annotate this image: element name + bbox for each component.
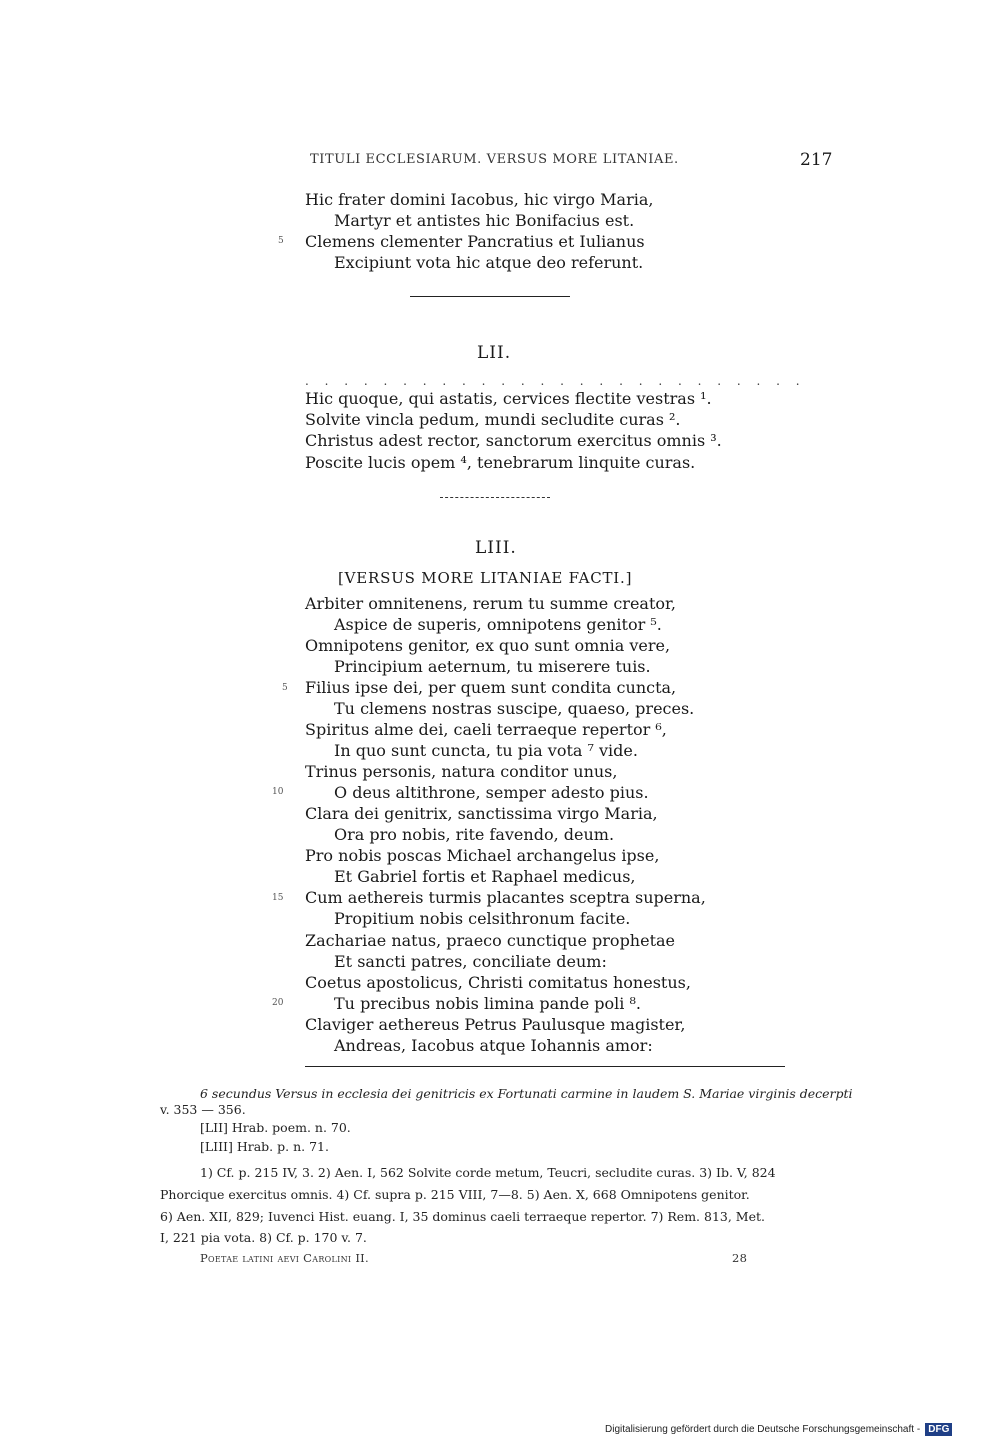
verse-line: Propitium nobis celsithronum facite. [334, 909, 631, 928]
verse-line: Andreas, Iacobus atque Iohannis amor: [334, 1036, 653, 1055]
poem-title: [VERSUS MORE LITANIAE FACTI.] [338, 569, 633, 587]
line-number: 5 [278, 236, 284, 246]
verse-line: Trinus personis, natura conditor unus, [305, 762, 618, 781]
verse-line: Hic frater domini Iacobus, hic virgo Maria, [305, 190, 654, 209]
page-number: 217 [800, 150, 833, 170]
verse-line: Pro nobis poscas Michael archangelus ipse, [305, 846, 660, 865]
poem-number-lii: LII. [477, 343, 512, 363]
apparatus-note: [LII] Hrab. poem. n. 70. [200, 1120, 351, 1135]
verse-line: Hic quoque, qui astatis, cervices flectite vestras ¹. [305, 389, 712, 408]
verse-line: In quo sunt cuncta, tu pia vota ⁷ vide. [334, 741, 638, 760]
verse-line: Solvite vincla pedum, mundi secludite curas ². [305, 410, 681, 429]
line-number: 5 [282, 683, 288, 693]
poem-number-liii: LIII. [475, 538, 517, 558]
dfg-credit-text: Digitalisierung gefördert durch die Deutsche Forschungsgemeinschaft - [605, 1424, 921, 1435]
verse-line: Ora pro nobis, rite favendo, deum. [334, 825, 615, 844]
verse-line: Excipiunt vota hic atque deo referunt. [334, 253, 644, 272]
verse-line: Cum aethereis turmis placantes sceptra superna, [305, 888, 706, 907]
apparatus-note: [LIII] Hrab. p. n. 71. [200, 1139, 329, 1154]
verse-line: Tu precibus nobis limina pande poli ⁸. [334, 994, 641, 1013]
verse-line: Christus adest rector, sanctorum exercitus omnis ³. [305, 431, 722, 450]
verse-line: Principium aeternum, tu miserere tuis. [334, 657, 651, 676]
footnote-line: 6) Aen. XII, 829; Iuvenci Hist. euang. I, 35 dominus caeli terraeque repertor. 7) Rem. 813, Met. [160, 1209, 765, 1224]
section-divider [440, 497, 550, 498]
verse-line: Zachariae natus, praeco cunctique prophetae [305, 931, 676, 950]
footnote-line: Phorcique exercitus omnis. 4) Cf. supra p. 215 VIII, 7—8. 5) Aen. X, 668 Omnipotens genitor. [160, 1187, 750, 1202]
signature-number: 28 [732, 1251, 748, 1265]
verse-line: Omnipotens genitor, ex quo sunt omnia vere, [305, 636, 671, 655]
verse-line: Et sancti patres, conciliate deum: [334, 952, 607, 971]
line-number: 20 [272, 998, 284, 1008]
dfg-credit [605, 1417, 952, 1436]
lacuna-dots: . . . . . . . . . . . . . . . . . . . . . . . . . . [305, 374, 806, 388]
verse-line: Arbiter omnitenens, rerum tu summe creator, [305, 594, 676, 613]
section-divider [410, 296, 570, 297]
book-signature: Poetae latini aevi Carolini II. [200, 1251, 369, 1265]
verse-line: Clara dei genitrix, sanctissima virgo Maria, [305, 804, 658, 823]
apparatus-note: 6 secundus Versus in ecclesia dei genitricis ex Fortunati carmine in laudem S. Mariae virginis decerpti [200, 1086, 853, 1101]
verse-line: Spiritus alme dei, caeli terraeque repertor ⁶, [305, 720, 667, 739]
verse-line: O deus altithrone, semper adesto pius. [334, 783, 649, 802]
verse-line: Coetus apostolicus, Christi comitatus honestus, [305, 973, 691, 992]
apparatus-divider [305, 1066, 785, 1067]
verse-line: Et Gabriel fortis et Raphael medicus, [334, 867, 636, 886]
verse-line: Filius ipse dei, per quem sunt condita cuncta, [305, 678, 677, 697]
verse-line: Martyr et antistes hic Bonifacius est. [334, 211, 635, 230]
verse-line: Claviger aethereus Petrus Paulusque magister, [305, 1015, 686, 1034]
apparatus-note: v. 353 — 356. [160, 1102, 246, 1117]
footnote-line: I, 221 pia vota. 8) Cf. p. 170 v. 7. [160, 1230, 367, 1245]
verse-line: Clemens clementer Pancratius et Iulianus [305, 232, 645, 251]
verse-line: Poscite lucis opem ⁴, tenebrarum linquite curas. [305, 453, 696, 472]
line-number: 10 [272, 787, 284, 797]
dfg-logo: DFG [925, 1423, 952, 1436]
verse-line: Tu clemens nostras suscipe, quaeso, preces. [334, 699, 695, 718]
footnote-line: 1) Cf. p. 215 IV, 3. 2) Aen. I, 562 Solvite corde metum, Teucri, secludite curas. 3) Ib. V, 824 [200, 1165, 776, 1180]
line-number: 15 [272, 893, 284, 903]
running-title: TITULI ECCLESIARUM. VERSUS MORE LITANIAE. [310, 152, 679, 167]
verse-line: Aspice de superis, omnipotens genitor ⁵. [334, 615, 662, 634]
